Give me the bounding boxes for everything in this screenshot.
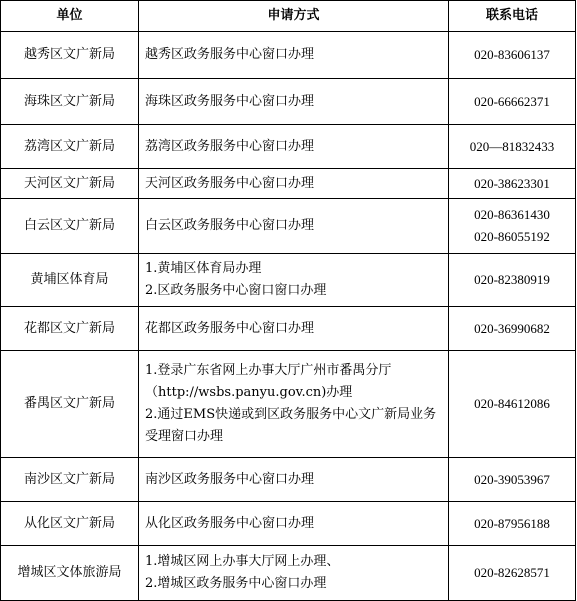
phone-number: 020-82628571 — [474, 565, 550, 580]
unit-cell: 海珠区文广新局 — [1, 79, 139, 125]
phone-number: 020-39053967 — [474, 471, 550, 487]
method-line: 白云区政务服务中心窗口办理 — [145, 218, 315, 233]
phone-cell — [449, 199, 576, 254]
phone-number: 020-86361430 — [474, 207, 550, 222]
phone-number: 020-86055192 — [474, 229, 550, 244]
phone-cell — [449, 125, 576, 169]
method-line: 从化区政务服务中心窗口办理 — [145, 515, 315, 531]
unit-cell: 增城区文体旅游局 — [1, 546, 139, 601]
method-line: 2.区政务服务中心窗口窗口办理 — [145, 283, 327, 298]
table-row — [1, 169, 576, 199]
table-row — [1, 546, 576, 601]
method-cell — [139, 125, 449, 169]
phone-cell — [449, 169, 576, 199]
method-cell — [139, 199, 449, 254]
method-line: 花都区政务服务中心窗口办理 — [145, 320, 315, 336]
method-line: 1.黄埔区体育局办理 — [145, 261, 262, 276]
phone-number: 020-83606137 — [474, 47, 550, 62]
table-row — [1, 254, 576, 307]
phone-cell — [449, 79, 576, 125]
unit-cell: 天河区文广新局 — [1, 169, 139, 199]
unit-cell: 从化区文广新局 — [1, 502, 139, 546]
phone-number: 020—81832433 — [469, 138, 555, 154]
method-cell — [139, 351, 449, 458]
phone-cell — [449, 458, 576, 502]
unit-cell: 花都区文广新局 — [1, 307, 139, 351]
phone-number: 020-87956188 — [474, 515, 550, 531]
method-line: 1.登录广东省网上办事大厅广州市番禺分厅（http://wsbs.panyu.gov.cn)办理 — [145, 363, 392, 400]
table-row — [1, 351, 576, 458]
unit-cell: 番禺区文广新局 — [1, 351, 139, 458]
unit-cell: 白云区文广新局 — [1, 199, 139, 254]
table-row — [1, 79, 576, 125]
phone-cell — [449, 307, 576, 351]
method-line: 2.通过EMS快递或到区政务服务中心文广新局业务受理窗口办理 — [145, 407, 437, 444]
phone-number: 020-66662371 — [474, 93, 550, 109]
method-line: 海珠区政务服务中心窗口办理 — [145, 93, 315, 109]
method-cell — [139, 546, 449, 601]
column-header-unit: 单位 — [1, 1, 139, 32]
method-cell — [139, 169, 449, 199]
column-header-phone: 联系电话 — [449, 1, 576, 32]
method-cell — [139, 254, 449, 307]
method-line: 越秀区政务服务中心窗口办理 — [145, 47, 315, 62]
method-line: 1.增城区网上办事大厅网上办理、 — [145, 554, 340, 569]
unit-cell: 越秀区文广新局 — [1, 32, 139, 79]
unit-cell: 黄埔区体育局 — [1, 254, 139, 307]
table-row — [1, 458, 576, 502]
table-header-row — [1, 1, 576, 32]
method-line: 天河区政务服务中心窗口办理 — [145, 175, 315, 191]
phone-cell — [449, 351, 576, 458]
table-row — [1, 125, 576, 169]
phone-cell — [449, 254, 576, 307]
table-row — [1, 199, 576, 254]
method-line: 荔湾区政务服务中心窗口办理 — [145, 138, 315, 154]
phone-number: 020-36990682 — [474, 320, 550, 336]
method-cell — [139, 79, 449, 125]
phone-number: 020-82380919 — [474, 272, 550, 287]
method-cell — [139, 32, 449, 79]
unit-cell: 荔湾区文广新局 — [1, 125, 139, 169]
method-line: 2.增城区政务服务中心窗口办理 — [145, 576, 327, 591]
table-row — [1, 502, 576, 546]
method-cell — [139, 307, 449, 351]
table-row — [1, 307, 576, 351]
column-header-method: 申请方式 — [139, 1, 449, 32]
table-row — [1, 32, 576, 79]
phone-cell — [449, 502, 576, 546]
method-cell — [139, 502, 449, 546]
phone-number: 020-84612086 — [474, 396, 550, 411]
unit-cell: 南沙区文广新局 — [1, 458, 139, 502]
phone-cell — [449, 546, 576, 601]
method-cell — [139, 458, 449, 502]
phone-cell — [449, 32, 576, 79]
method-line: 南沙区政务服务中心窗口办理 — [145, 471, 315, 487]
phone-number: 020-38623301 — [474, 175, 550, 191]
